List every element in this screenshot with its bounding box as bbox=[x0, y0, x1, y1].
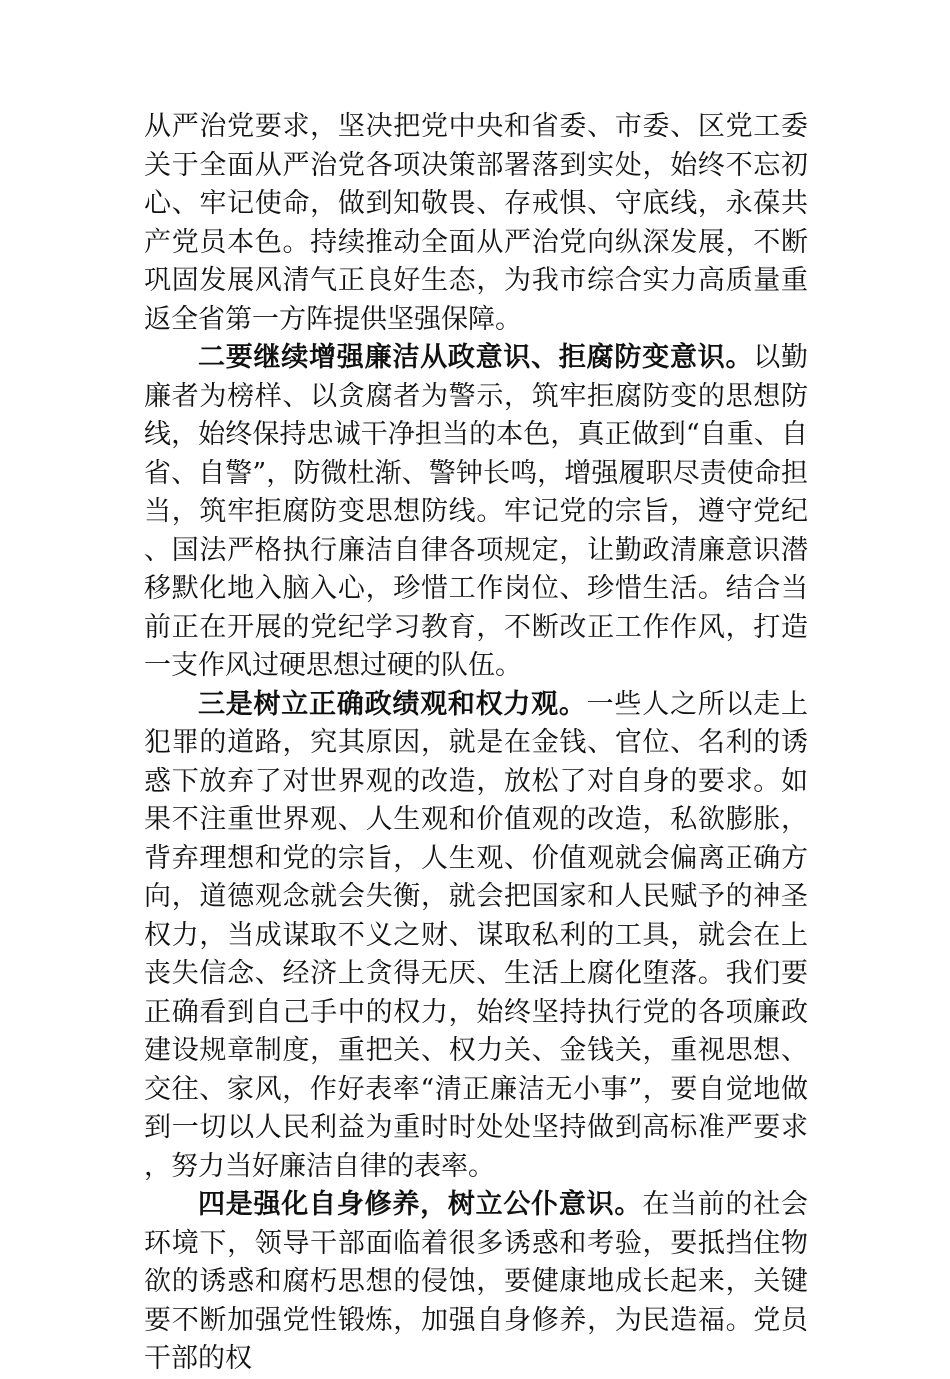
paragraph-heading: 四是强化自身修养，树立公仆意识。 bbox=[198, 1189, 643, 1220]
document-page bbox=[144, 108, 808, 1379]
paragraph-body: 从严治党要求，坚决把党中央和省委、市委、区党工委关于全面从严治党各项决策部署落到实处，始终不忘初心、牢记使命，做到知敬畏、存戒惧、守底线，永葆共产党员本色。持续推动全面从严治党向纵深发展，不断巩固发展风清气正良好生态，为我市综合实力高质量重返全省第一方阵提供坚强保障。 bbox=[144, 111, 808, 335]
paragraph-intro bbox=[144, 108, 808, 339]
paragraph-heading: 二要继续增强廉洁从政意识、拒腐防变意识。 bbox=[198, 342, 754, 373]
paragraph-point-three bbox=[144, 686, 808, 1187]
paragraph-body: 在当前的社会环境下，领导干部面临着很多诱惑和考验，要抵挡住物欲的诱惑和腐朽思想的侵蚀，要健康地成长起来，关键要不断加强党性锻炼，加强自身修养，为民造福。党员干部的权 bbox=[144, 1189, 809, 1374]
paragraph-body: 以勤廉者为榜样、以贪腐者为警示，筑牢拒腐防变的思想防线，始终保持忠诚干净担当的本色，真正做到“自重、自省、自警”，防微杜渐、警钟长鸣，增强履职尽责使命担当，筑牢拒腐防变思想防线。牢记党的宗旨，遵守党纪、国法严格执行廉洁自律各项规定，让勤政清廉意识潜移默化地入脑入心，珍惜工作岗位、珍惜生活。结合当前正在开展的党纪学习教育，不断改正工作作风，打造一支作风过硬思想过硬的队伍。 bbox=[144, 342, 809, 681]
paragraph-body: 一些人之所以走上犯罪的道路，究其原因，就是在金钱、官位、名利的诱惑下放弃了对世界观的改造，放松了对自身的要求。如果不注重世界观、人生观和价值观的改造，私欲膨胀，背弃理想和党的宗旨，人生观、价值观就会偏离正确方向，道德观念就会失衡，就会把国家和人民赋予的神圣权力，当成谋取不义之财、谋取私利的工具，就会在上丧失信念、经济上贪得无厌、生活上腐化堕落。我们要正确看到自己手中的权力，始终坚持执行党的各项廉政建设规章制度，重把关、权力关、金钱关，重视思想、交往、家风，作好表率“清正廉洁无小事”，要自觉地做到一切以人民利益为重时时处处坚持做到高标准严要求，努力当好廉洁自律的表率。 bbox=[144, 688, 809, 1182]
paragraph-point-four bbox=[144, 1186, 808, 1379]
paragraph-heading: 三是树立正确政绩观和权力观。 bbox=[198, 688, 587, 720]
paragraph-point-two bbox=[144, 339, 808, 686]
